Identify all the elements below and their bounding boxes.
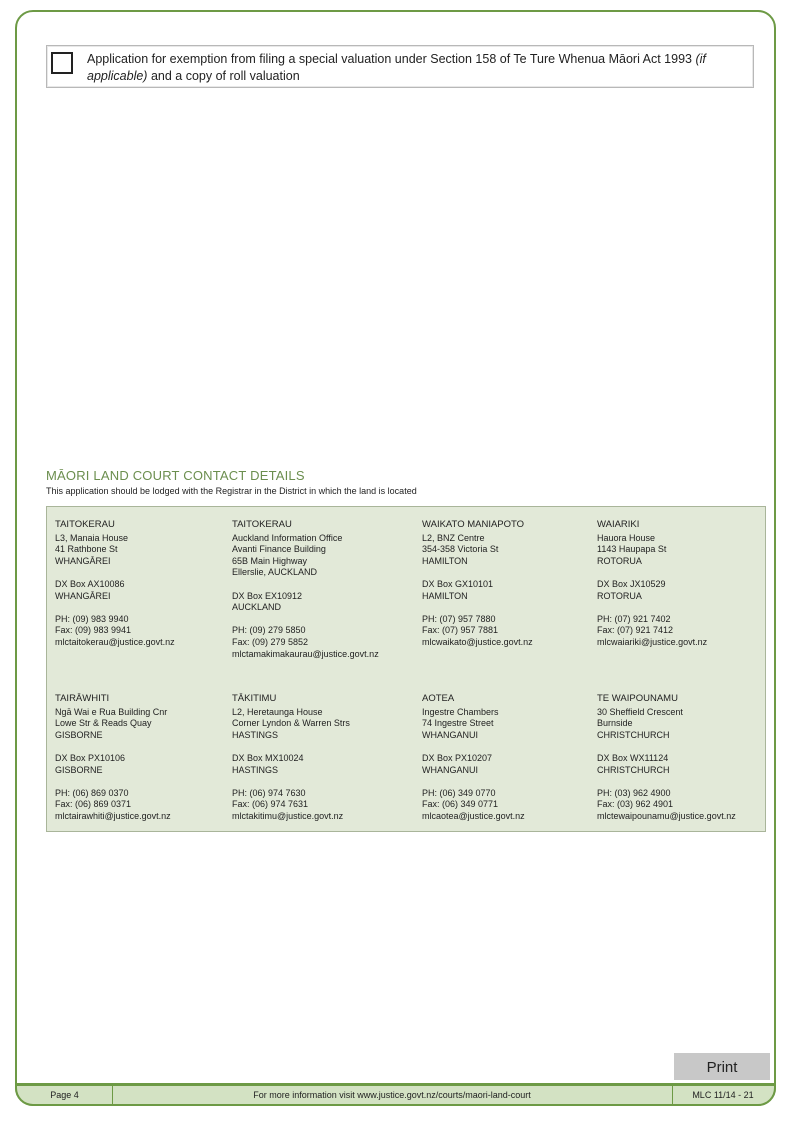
office-address-line: WHANGĀREI (55, 555, 111, 566)
office-fax: Fax: (06) 974 7631 (232, 799, 309, 810)
office-phone: PH: (03) 962 4900 (597, 787, 671, 798)
office-address-line: Ellerslie, AUCKLAND (232, 567, 318, 578)
office-fax: Fax: (09) 279 5852 (232, 636, 309, 647)
office-dx-line: WHANGANUI (422, 764, 478, 775)
office-phone: PH: (09) 279 5850 (232, 625, 306, 636)
office-dx-line: DX Box WX11124 (597, 752, 669, 763)
office-region: WAIARIKI (597, 519, 640, 530)
office-region: AOTEA (422, 693, 455, 704)
exemption-checkbox[interactable] (51, 52, 73, 74)
office-dx-line: GISBORNE (55, 764, 103, 775)
office-dx-line: DX Box AX10086 (55, 578, 125, 589)
office-address-line: Corner Lyndon & Warren Strs (232, 718, 350, 729)
contact-office (232, 693, 350, 823)
office-address-line: 65B Main Highway (232, 555, 308, 566)
footer-page-number: Page 4 (17, 1086, 113, 1104)
footer-info-link: For more information visit www.justice.govt.nz/courts/maori-land-court (112, 1086, 673, 1104)
office-email: mlctewaipounamu@justice.govt.nz (597, 810, 736, 821)
office-region: TAITOKERAU (232, 519, 292, 530)
office-dx-line: ROTORUA (597, 590, 642, 601)
office-address-line: Ngā Wai e Rua Building Cnr (55, 706, 168, 717)
office-address-line: GISBORNE (55, 729, 103, 740)
office-email: mlcaotea@justice.govt.nz (422, 810, 525, 821)
office-address-line: Avanti Finance Building (232, 544, 326, 555)
footer (15, 1083, 776, 1106)
office-phone: PH: (06) 974 7630 (232, 787, 306, 798)
office-address-line: 354-358 Victoria St (422, 544, 499, 555)
office-dx-line: HASTINGS (232, 764, 279, 775)
contact-office (597, 693, 736, 823)
office-address-line: ROTORUA (597, 555, 642, 566)
office-region: TE WAIPOUNAMU (597, 693, 678, 704)
office-phone: PH: (07) 921 7402 (597, 613, 671, 624)
contacts-panel (46, 506, 766, 832)
office-region: TĀKITIMU (232, 693, 277, 704)
print-button[interactable]: Print (674, 1053, 770, 1080)
office-dx-line: DX Box MX10024 (232, 752, 304, 763)
contact-office (232, 519, 379, 660)
office-address-line: Hauora House (597, 532, 656, 543)
office-dx-line: WHANGĀREI (55, 590, 111, 601)
office-phone: PH: (06) 869 0370 (55, 787, 129, 798)
office-address-line: 1143 Haupapa St (597, 544, 667, 555)
office-email: mlctakitimu@justice.govt.nz (232, 810, 344, 821)
office-address-line: HASTINGS (232, 729, 279, 740)
office-address-line: Ingestre Chambers (422, 706, 499, 717)
contact-office (55, 693, 171, 823)
section-heading: MĀORI LAND COURT CONTACT DETAILS (46, 468, 305, 483)
office-address-line: 41 Rathbone St (55, 544, 118, 555)
office-fax: Fax: (07) 957 7881 (422, 625, 499, 636)
office-email: mlctamakimakaurau@justice.govt.nz (232, 648, 379, 659)
office-email: mlctaitokerau@justice.govt.nz (55, 636, 175, 647)
office-email: mlcwaikato@justice.govt.nz (422, 636, 533, 647)
office-dx-line: AUCKLAND (232, 602, 282, 613)
office-address-line: L2, Heretaunga House (232, 706, 323, 717)
section-subtitle: This application should be lodged with the Registrar in the District in which the land is located (46, 486, 417, 496)
office-phone: PH: (06) 349 0770 (422, 787, 496, 798)
checklist-label (87, 51, 737, 85)
office-dx-line: HAMILTON (422, 590, 468, 601)
office-phone: PH: (09) 983 9940 (55, 613, 129, 624)
contact-office (422, 693, 525, 823)
office-fax: Fax: (09) 983 9941 (55, 625, 132, 636)
office-phone: PH: (07) 957 7880 (422, 613, 496, 624)
office-fax: Fax: (06) 869 0371 (55, 799, 132, 810)
office-email: mlcwaiariki@justice.govt.nz (597, 636, 708, 647)
office-dx-line: DX Box EX10912 (232, 590, 303, 601)
office-address-line: Burnside (597, 718, 633, 729)
office-dx-line: DX Box GX10101 (422, 578, 494, 589)
checklist-text: Application for exemption from filing a special valuation under Section 158 of Te Ture Whenua Māori Act 1993 (87, 52, 696, 66)
office-address-line: L2, BNZ Centre (422, 532, 485, 543)
checklist-text-end: and a copy of roll valuation (147, 69, 300, 83)
office-dx-line: CHRISTCHURCH (597, 764, 670, 775)
office-dx-line: DX Box PX10207 (422, 752, 493, 763)
office-region: WAIKATO MANIAPOTO (422, 519, 525, 530)
office-dx-line: DX Box PX10106 (55, 752, 126, 763)
office-address-line: L3, Manaia House (55, 532, 129, 543)
office-fax: Fax: (06) 349 0771 (422, 799, 499, 810)
office-region: TAITOKERAU (55, 519, 115, 530)
office-region: TAIRĀWHITI (55, 693, 110, 704)
office-address-line: HAMILTON (422, 555, 468, 566)
contact-office (55, 519, 175, 649)
office-dx-line: DX Box JX10529 (597, 578, 666, 589)
office-address-line: Lowe Str & Reads Quay (55, 718, 152, 729)
office-address-line: CHRISTCHURCH (597, 729, 670, 740)
office-address-line: 74 Ingestre Street (422, 718, 494, 729)
footer-form-code: MLC 11/14 - 21 (692, 1090, 754, 1100)
contact-office (597, 519, 707, 649)
office-address-line: Auckland Information Office (232, 532, 343, 543)
checklist-italic: (if applicable) (87, 52, 706, 83)
office-address-line: 30 Sheffield Crescent (597, 706, 683, 717)
office-address-line: WHANGANUI (422, 729, 478, 740)
office-fax: Fax: (07) 921 7412 (597, 625, 674, 636)
office-fax: Fax: (03) 962 4901 (597, 799, 674, 810)
office-email: mlctairawhiti@justice.govt.nz (55, 810, 171, 821)
checklist-row (46, 45, 754, 88)
contact-office (422, 519, 533, 649)
